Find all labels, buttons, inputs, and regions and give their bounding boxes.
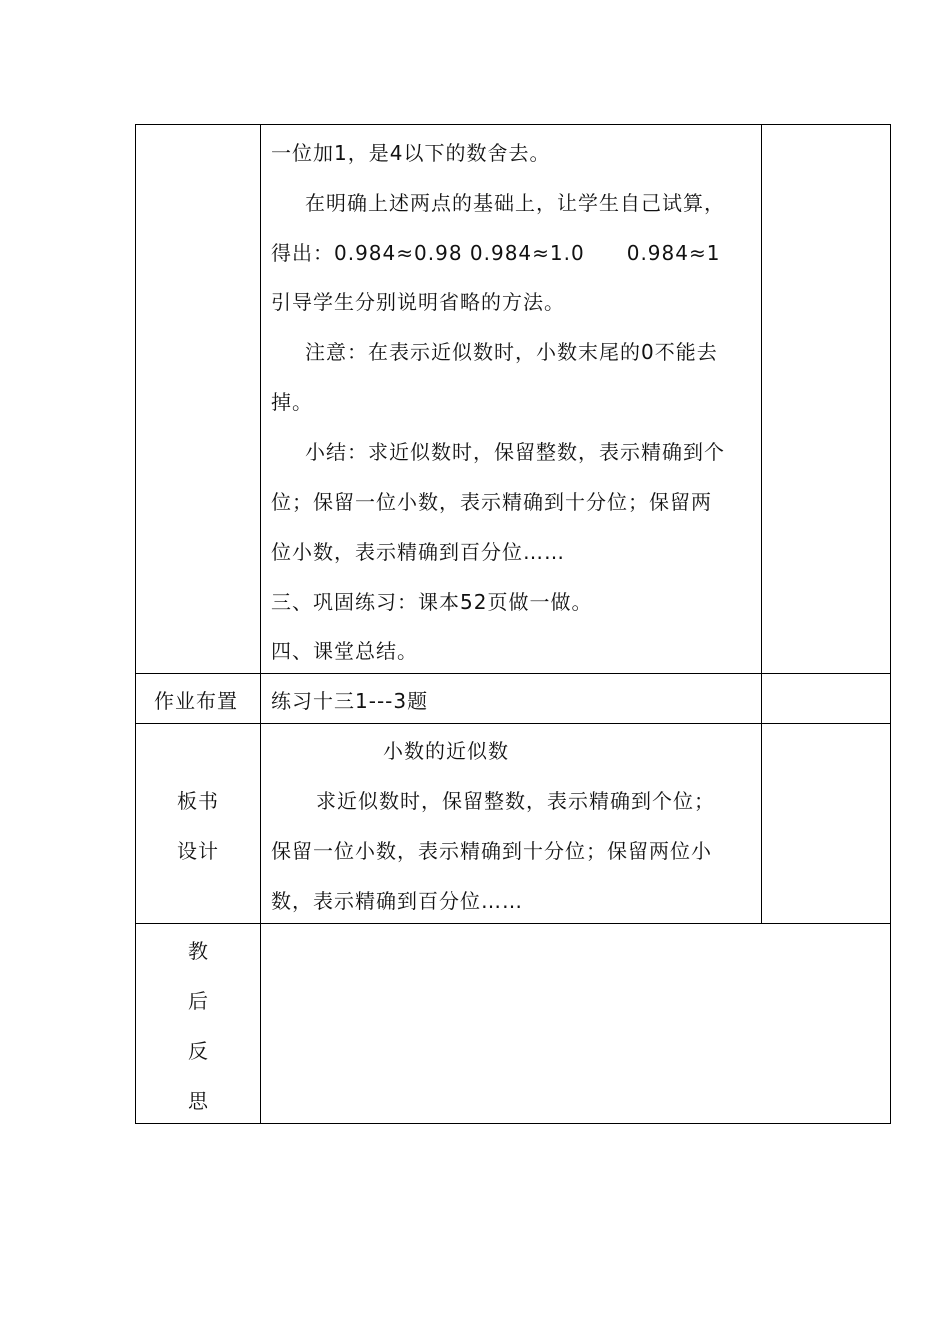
lesson-line-4: 引导学生分别说明省略的方法。 — [271, 290, 565, 314]
reflection-label-char-1: 教 — [188, 939, 209, 963]
lesson-line-6: 掉。 — [271, 390, 313, 414]
board-label-line-2: 设计 — [177, 839, 219, 863]
board-label-line-1: 板书 — [177, 789, 219, 813]
lesson-line-10: 三、巩固练习：课本52页做一做。 — [271, 590, 593, 614]
reflection-label-char-3: 反 — [188, 1039, 209, 1063]
row-divider-reflection — [135, 923, 891, 924]
lesson-line-5: 注意：在表示近似数时，小数末尾的0不能去 — [305, 340, 718, 364]
reflection-label-char-2: 后 — [188, 989, 209, 1013]
table-right-border — [890, 124, 891, 1124]
lesson-line-3: 得出：0.984≈0.98 0.984≈1.0 0.984≈1 — [271, 241, 721, 265]
lesson-line-11: 四、课堂总结。 — [271, 639, 418, 663]
lesson-line-8: 位；保留一位小数，表示精确到十分位；保留两 — [271, 490, 712, 514]
table-left-border — [135, 124, 136, 1124]
row-divider-board — [135, 723, 891, 724]
homework-label: 作业布置 — [154, 689, 238, 713]
board-line-3: 数，表示精确到百分位…… — [271, 889, 523, 913]
lesson-line-2: 在明确上述两点的基础上，让学生自己试算， — [305, 191, 725, 215]
lesson-line-9: 位小数，表示精确到百分位…… — [271, 540, 565, 564]
lesson-line-7: 小结：求近似数时，保留整数，表示精确到个 — [305, 440, 725, 464]
table-bottom-border — [135, 1123, 891, 1124]
row-divider-homework — [135, 673, 891, 674]
homework-content: 练习十三1---3题 — [271, 689, 429, 713]
board-title: 小数的近似数 — [383, 739, 509, 763]
board-line-2: 保留一位小数，表示精确到十分位；保留两位小 — [271, 839, 712, 863]
board-line-1: 求近似数时，保留整数，表示精确到个位； — [316, 789, 715, 813]
reflection-label-char-4: 思 — [188, 1089, 209, 1113]
notes-column-divider — [761, 124, 762, 924]
lesson-line-1: 一位加1，是4以下的数舍去。 — [271, 141, 551, 165]
table-top-border — [135, 124, 891, 125]
label-column-divider — [260, 124, 261, 1124]
